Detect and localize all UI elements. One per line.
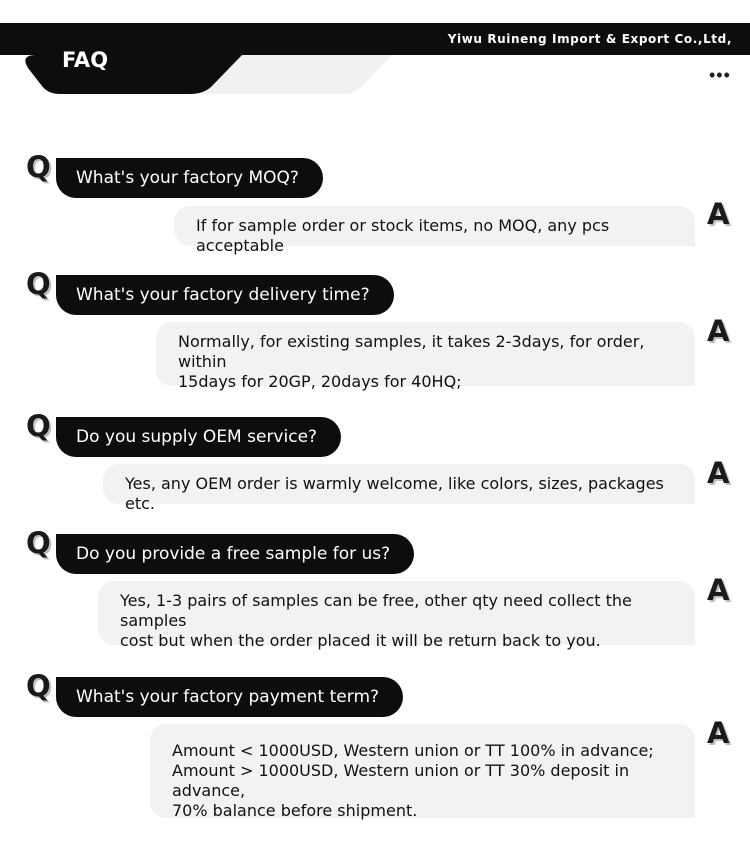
- question-bubble: What's your factory MOQ?: [56, 158, 323, 198]
- answer-marker: A: [707, 716, 730, 750]
- answer-marker: A: [707, 573, 730, 607]
- answer-bubble: If for sample order or stock items, no MOQ, any pcs acceptable: [174, 206, 695, 246]
- answer-marker: A: [707, 314, 730, 348]
- question-bubble: What's your factory delivery time?: [56, 275, 394, 315]
- answer-marker: A: [707, 456, 730, 490]
- page-title: FAQ: [62, 48, 109, 72]
- company-name: Yiwu Ruineng Import & Export Co.,Ltd,: [447, 32, 732, 46]
- question-bubble: Do you provide a free sample for us?: [56, 534, 414, 574]
- question-marker: Q: [26, 150, 51, 184]
- question-marker: Q: [26, 267, 51, 301]
- more-dots-icon[interactable]: •••: [709, 65, 731, 85]
- question-marker: Q: [26, 409, 51, 443]
- question-marker: Q: [26, 669, 51, 703]
- answer-bubble: Yes, any OEM order is warmly welcome, like colors, sizes, packages etc.: [103, 464, 695, 504]
- question-bubble: What's your factory payment term?: [56, 677, 403, 717]
- answer-bubble: Yes, 1-3 pairs of samples can be free, other qty need collect the samples cost but when the order placed it will be return back to you.: [98, 581, 695, 645]
- answer-marker: A: [707, 197, 730, 231]
- answer-bubble: Amount < 1000USD, Western union or TT 100% in advance; Amount > 1000USD, Western union or TT 30% deposit in advance, 70% balance before shipment.: [150, 724, 695, 818]
- answer-bubble: Normally, for existing samples, it takes 2-3days, for order, within 15days for 20GP, 20days for 40HQ;: [156, 322, 695, 386]
- question-marker: Q: [26, 526, 51, 560]
- header-banner: [0, 0, 750, 100]
- question-bubble: Do you supply OEM service?: [56, 417, 341, 457]
